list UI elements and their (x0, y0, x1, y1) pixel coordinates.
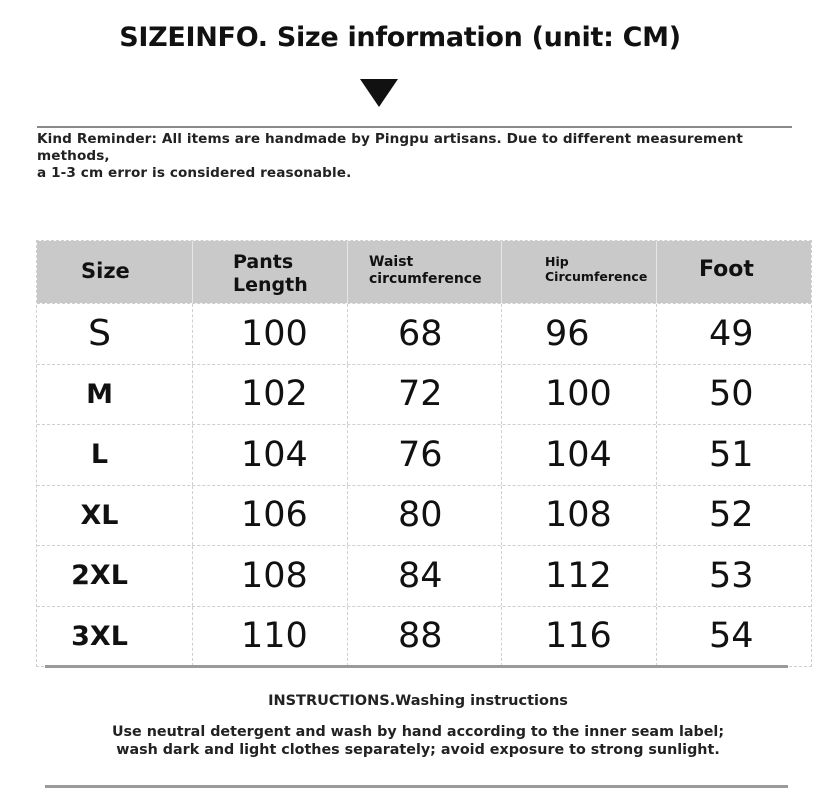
cell-waist: 84 (347, 546, 501, 606)
header-size (37, 241, 192, 303)
cell-hip: 100 (501, 365, 656, 425)
kind-reminder (37, 131, 807, 182)
reminder-line-1: Kind Reminder: All items are handmade by Pingpu artisans. Due to different measurement methods, (37, 131, 744, 164)
cell-hip: 96 (501, 304, 656, 364)
header-pants-word: Pants (233, 251, 294, 273)
cell-foot: 54 (656, 607, 811, 667)
cell-pants-length: 102 (192, 365, 347, 425)
table-row (37, 364, 811, 425)
cell-pants-length: 100 (192, 304, 347, 364)
cell-waist: 88 (347, 607, 501, 667)
header-waist-label (369, 254, 499, 288)
cell-hip: 112 (501, 546, 656, 606)
header-waist-circumference (347, 241, 501, 303)
size-table (36, 240, 812, 667)
cell-size: M (86, 378, 113, 410)
table-row (37, 424, 811, 485)
header-foot (656, 241, 811, 303)
table-row (37, 485, 811, 546)
table-header (37, 241, 811, 303)
header-hip-circ-word: Circumference (545, 269, 648, 284)
cell-size: S (88, 313, 111, 355)
cell-size: XL (80, 499, 119, 531)
header-foot-label: Foot (699, 257, 754, 282)
table-row (37, 545, 811, 606)
instructions-title: INSTRUCTIONS.Washing instructions (268, 693, 568, 709)
cell-hip: 104 (501, 425, 656, 485)
header-waist-circ-word: circumference (369, 271, 482, 287)
middle-divider (45, 665, 788, 668)
cell-waist: 72 (347, 365, 501, 425)
cell-foot: 50 (656, 365, 811, 425)
cell-pants-length: 106 (192, 486, 347, 546)
cell-waist: 68 (347, 304, 501, 364)
down-triangle-icon (360, 79, 398, 107)
cell-foot: 52 (656, 486, 811, 546)
cell-waist: 80 (347, 486, 501, 546)
header-hip-label (545, 254, 655, 284)
cell-pants-length: 110 (192, 607, 347, 667)
table-row (37, 606, 811, 667)
page-title: SIZEINFO. Size information (unit: CM) (119, 22, 681, 53)
top-divider (37, 126, 792, 128)
cell-foot: 51 (656, 425, 811, 485)
cell-waist: 76 (347, 425, 501, 485)
cell-size: 2XL (71, 560, 128, 592)
header-size-label: Size (81, 259, 130, 283)
header-length-word: Length (233, 274, 308, 296)
header-waist-word: Waist (369, 254, 414, 270)
instructions-line-1: Use neutral detergent and wash by hand according to the inner seam label; (111, 724, 725, 740)
header-hip-circumference (501, 241, 656, 303)
cell-foot: 49 (656, 304, 811, 364)
table-row (37, 303, 811, 364)
cell-size: 3XL (71, 620, 128, 652)
cell-pants-length: 108 (192, 546, 347, 606)
cell-size: L (90, 439, 109, 471)
cell-hip: 116 (501, 607, 656, 667)
header-pants-length-label (233, 251, 333, 297)
bottom-divider (45, 785, 788, 788)
header-pants-length (192, 241, 347, 303)
instructions-body (0, 723, 836, 759)
cell-pants-length: 104 (192, 425, 347, 485)
header-hip-word: Hip (545, 254, 569, 269)
cell-foot: 53 (656, 546, 811, 606)
reminder-line-2: a 1-3 cm error is considered reasonable. (37, 165, 352, 181)
cell-hip: 108 (501, 486, 656, 546)
instructions-line-2: wash dark and light clothes separately; avoid exposure to strong sunlight. (116, 742, 720, 758)
